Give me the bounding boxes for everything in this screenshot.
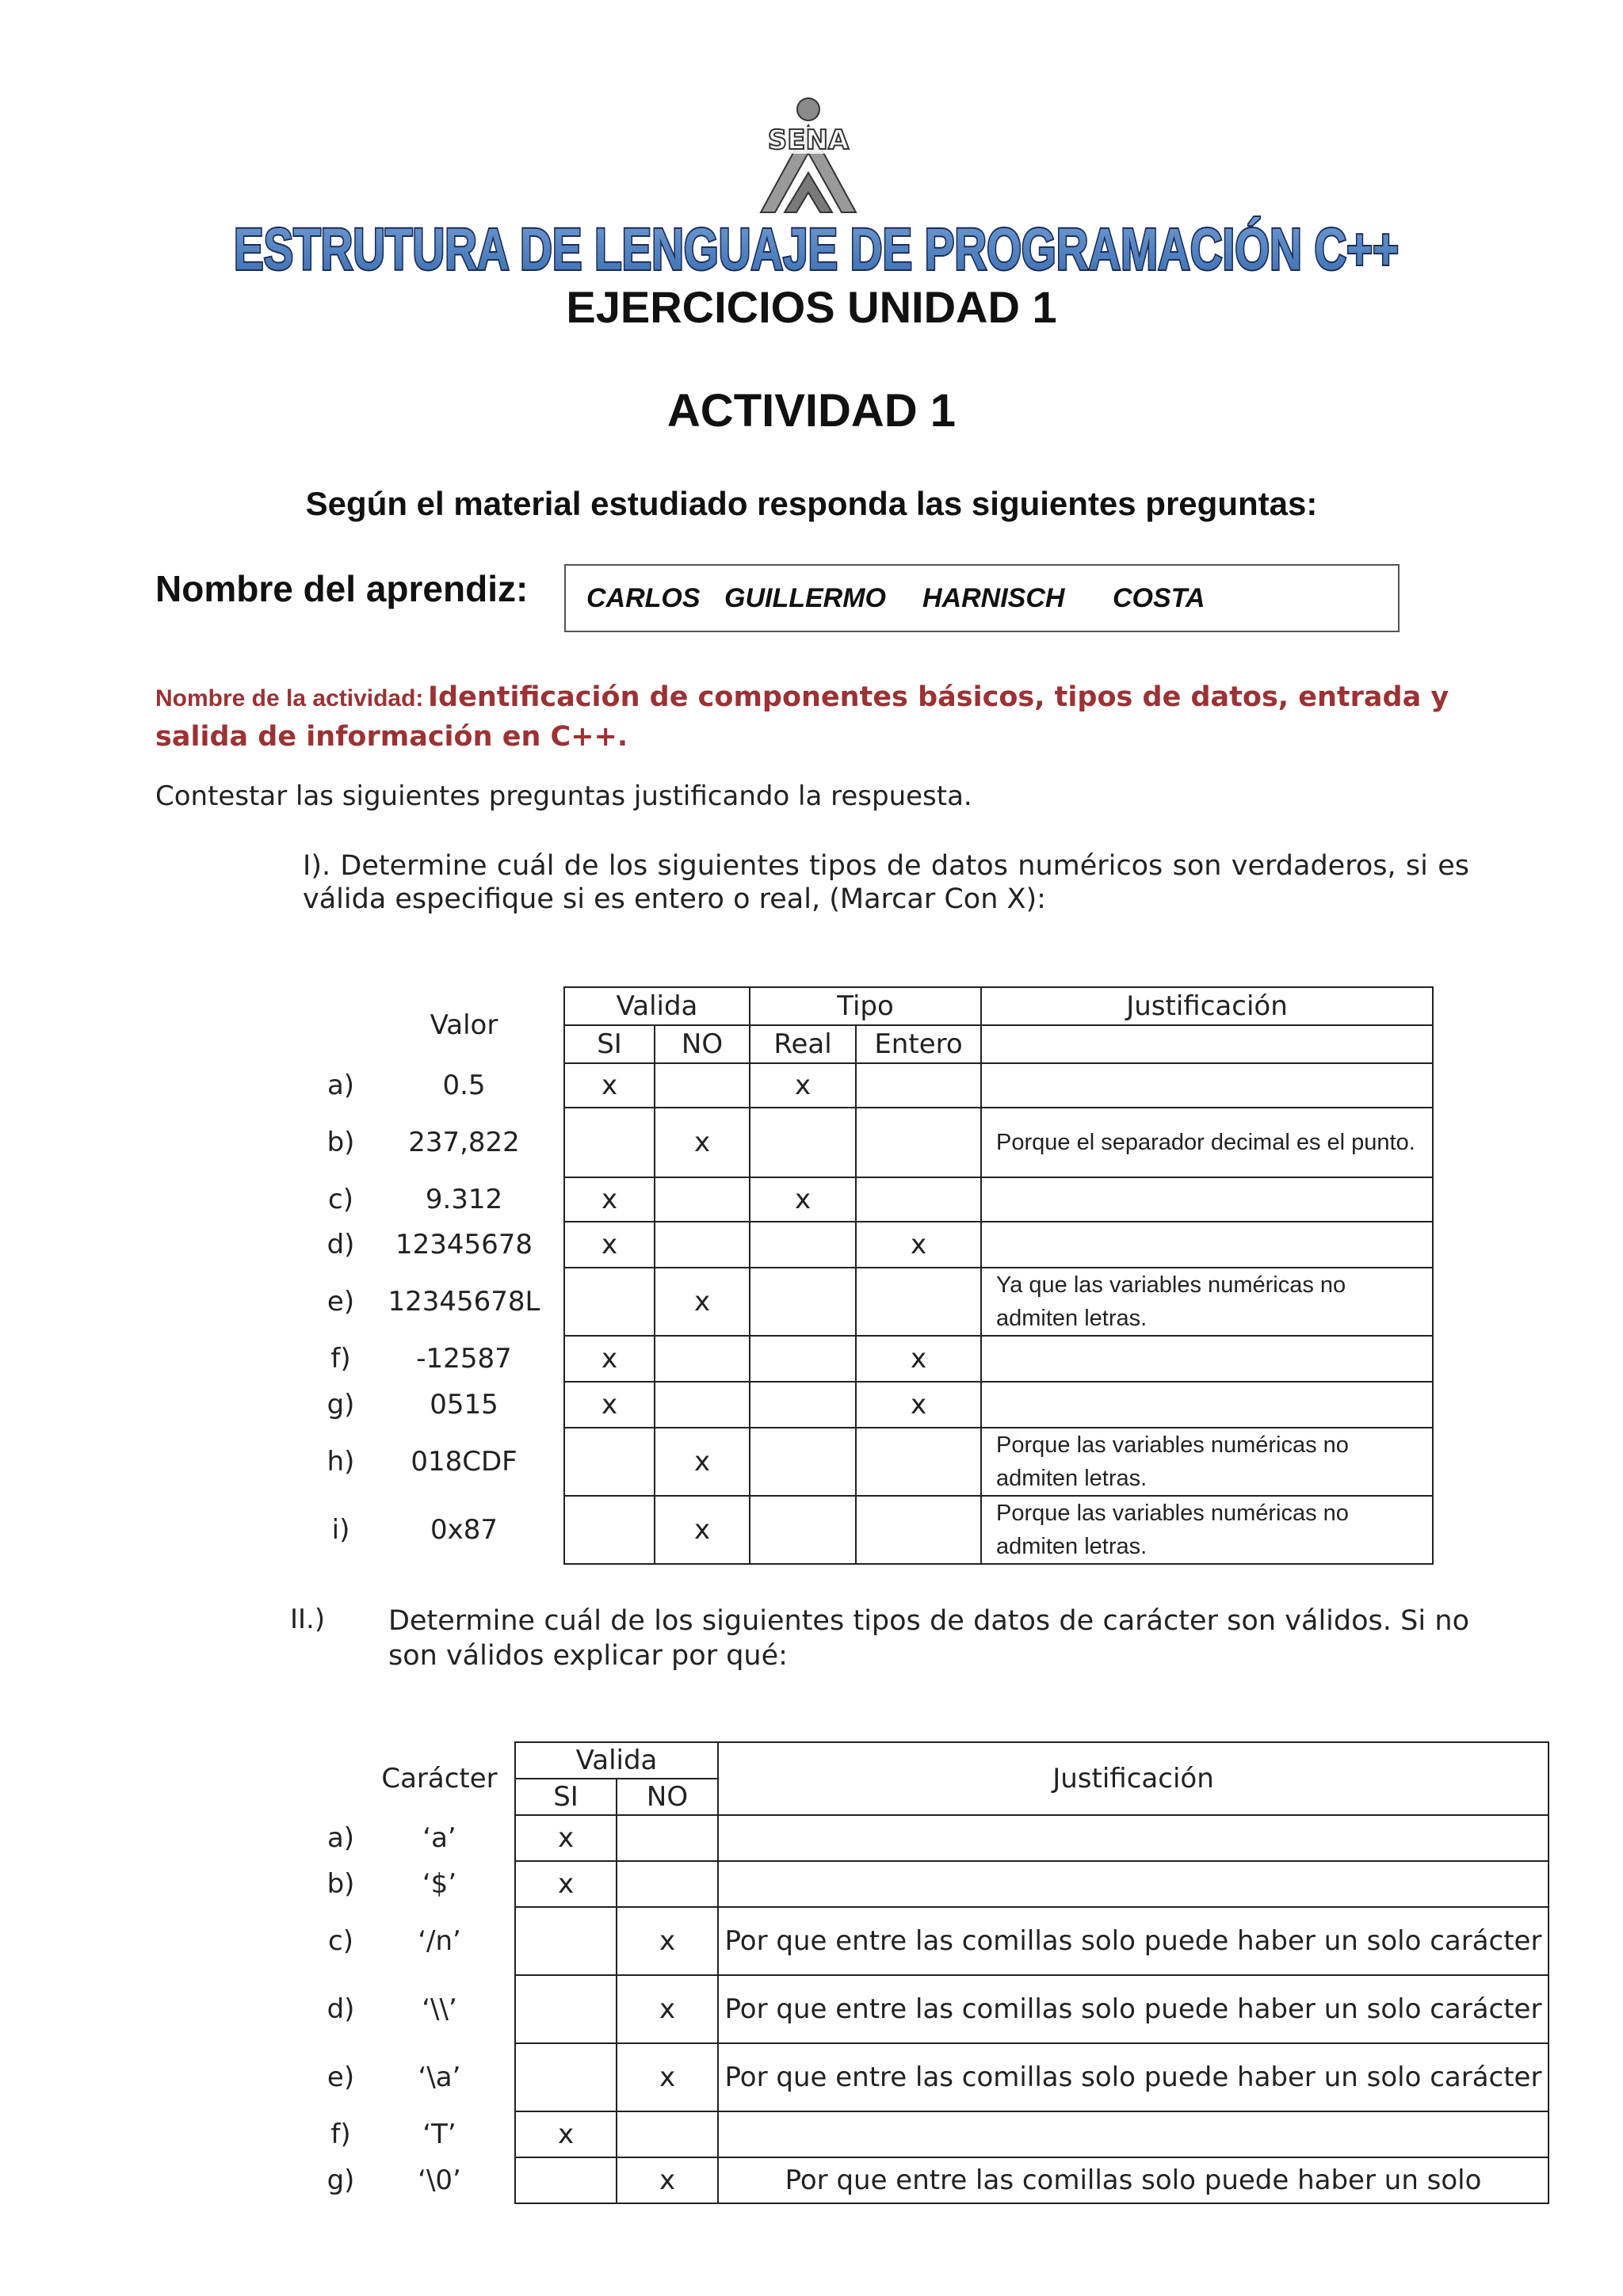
col-tipo: Tipo bbox=[750, 987, 981, 1025]
col-entero: Entero bbox=[856, 1025, 981, 1063]
table-row: e) 12345678L x Ya que las variables numéricas no admiten letras. bbox=[317, 1268, 1433, 1336]
name-surname-2: COSTA bbox=[1113, 583, 1205, 613]
question-2-number: II.) bbox=[290, 1604, 326, 1635]
col-si: SI bbox=[564, 1025, 655, 1063]
table-row: b) 237,822 x Porque el separador decimal es el punto. bbox=[317, 1108, 1433, 1177]
table-row: f) -12587 x x bbox=[317, 1336, 1433, 1382]
col-justificacion: Justificación bbox=[981, 987, 1433, 1025]
numeric-types-table bbox=[317, 986, 1434, 1565]
col-valor: Valor bbox=[430, 1009, 498, 1041]
col-no: NO bbox=[617, 1779, 718, 1815]
col-justificacion: Justificación bbox=[718, 1742, 1549, 1815]
table-row: e) ‘\a’ x Por que entre las comillas solo puede haber un solo carácter bbox=[317, 2043, 1549, 2111]
col-si: SI bbox=[515, 1779, 617, 1815]
instructions: Contestar las siguientes preguntas justificando la respuesta. bbox=[155, 780, 972, 812]
col-no: NO bbox=[655, 1025, 750, 1063]
activity-label: Nombre de la actividad: bbox=[155, 685, 424, 711]
table-row: d) 12345678 x x bbox=[317, 1222, 1433, 1268]
col-valida: Valida bbox=[564, 987, 750, 1025]
question-2-text: Determine cuál de los siguientes tipos de datos de carácter son válidos. Si no son válidos explicar por qué: bbox=[388, 1605, 1469, 1672]
table-row: h) 018CDF x Porque las variables numéricas no admiten letras. bbox=[317, 1428, 1433, 1496]
table-row: d) ‘\\’ x Por que entre las comillas solo puede haber un solo carácter bbox=[317, 1975, 1549, 2043]
table-row: c) ‘/n’ x Por que entre las comillas solo puede haber un solo carácter bbox=[317, 1907, 1549, 1975]
svg-text:SENA: SENA bbox=[767, 124, 850, 156]
table-row: a) ‘a’ x bbox=[317, 1815, 1549, 1861]
col-caracter: Carácter bbox=[381, 1763, 498, 1794]
prompt-text: Según el material estudiado responda las siguientes preguntas: bbox=[305, 485, 1318, 522]
banner-title bbox=[222, 214, 1411, 285]
name-second: GUILLERMO bbox=[724, 583, 886, 613]
student-name-label: Nombre del aprendiz: bbox=[155, 568, 529, 609]
table-row: a) 0.5 x x bbox=[317, 1063, 1433, 1108]
activity-name bbox=[155, 680, 1471, 759]
table-row: f) ‘T’ x bbox=[317, 2111, 1549, 2157]
table-row: c) 9.312 x x bbox=[317, 1177, 1433, 1222]
student-name-box bbox=[564, 564, 1400, 632]
subtitle: EJERCICIOS UNIDAD 1 bbox=[566, 282, 1057, 332]
table-row: i) 0x87 x Porque las variables numéricas no admiten letras. bbox=[317, 1496, 1433, 1564]
table-row: b) ‘$’ x bbox=[317, 1861, 1549, 1907]
col-real: Real bbox=[750, 1025, 856, 1063]
name-surname-1: HARNISCH bbox=[922, 583, 1065, 613]
sena-logo bbox=[737, 93, 880, 220]
question-1-text: I). Determine cuál de los siguientes tipos de datos numéricos son verdaderos, si es válida especifique si es entero o real, (Marcar Con X): bbox=[303, 850, 1469, 915]
col-valida: Valida bbox=[515, 1742, 718, 1779]
activity-value: Identificación de componentes básicos, tipos de datos, entrada y salida de información en C++. bbox=[155, 681, 1449, 753]
table-row: g) ‘\0’ x Por que entre las comillas solo puede haber un solo bbox=[317, 2157, 1549, 2203]
activity-title: ACTIVIDAD 1 bbox=[666, 385, 957, 437]
char-types-table bbox=[317, 1741, 1549, 2204]
table-row: g) 0515 x x bbox=[317, 1382, 1433, 1428]
name-first: CARLOS bbox=[586, 583, 701, 613]
svg-text:ESTRUTURA DE LENGUAJE DE PROGR: ESTRUTURA DE LENGUAJE DE PROGRAMACIÓN C++ bbox=[234, 216, 1399, 282]
